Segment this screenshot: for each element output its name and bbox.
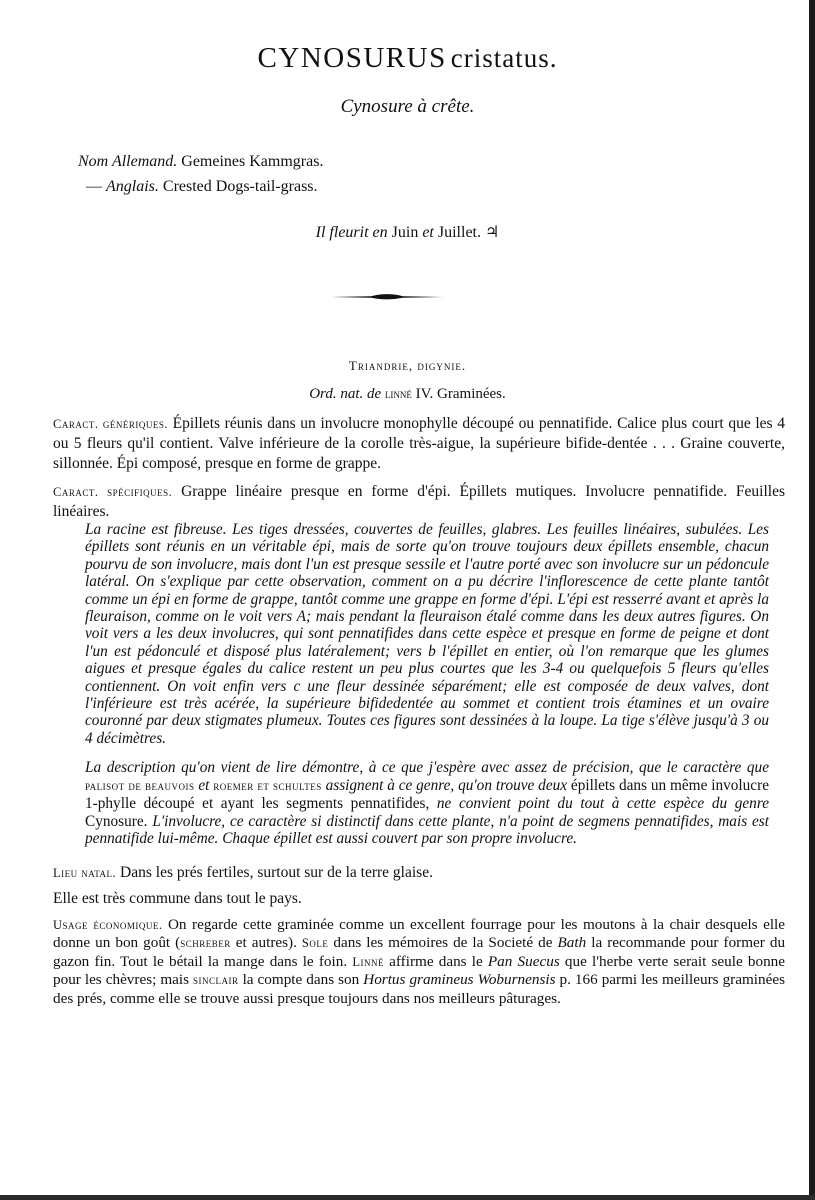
usage-t2: et autres). bbox=[235, 934, 297, 952]
linnaean-class: Triandrie, digynie. bbox=[348, 358, 467, 373]
usage-t6: que l'herbe verte serait seule bonne pour les chèvres; mais bbox=[53, 952, 786, 989]
vernacular-names bbox=[78, 149, 323, 199]
author-palisot: palisot de beauvois bbox=[85, 778, 195, 793]
perennial-symbol: ♃ bbox=[484, 224, 500, 241]
desc2-g: L'involucre, ce caractère si distinctif dans cette plante, n'a point de segmens pennatifides, mais est pennatifide lui-même. Chaque épillet est aussi couvert par son propre involucre. bbox=[85, 812, 769, 847]
generic-label: Caract. génériques. bbox=[53, 417, 168, 431]
ord-prefix: Ord. nat. de bbox=[309, 386, 382, 402]
usage-pan-suecus: Pan Suecus bbox=[487, 952, 560, 970]
german-label: Nom Allemand. bbox=[78, 153, 178, 170]
habitat-text: Dans les prés fertiles, surtout sur de la terre glaise. bbox=[120, 864, 433, 881]
english-name-row bbox=[78, 174, 323, 199]
desc2-b: et bbox=[198, 776, 210, 794]
author-roemer: roemer et schultes bbox=[213, 778, 322, 793]
english-dash: — bbox=[86, 178, 102, 195]
description-paragraph-2 bbox=[85, 759, 769, 848]
title-epithet: cristatus. bbox=[450, 43, 558, 73]
usage-hortus: Hortus gramineus Woburnensis bbox=[363, 971, 556, 989]
specific-label: Caract. spécifiques. bbox=[53, 485, 173, 499]
title-genus: CYNOSURUS bbox=[257, 42, 447, 74]
german-name-row bbox=[78, 149, 323, 174]
usage-t1: On regarde cette graminée comme un excellent fourrage pour les moutons à la chair desquels elle donne un bon goût ( bbox=[53, 916, 785, 952]
desc2-e: ne convient point du tout à cette espèce du genre bbox=[436, 795, 769, 812]
usage-linne: Linné bbox=[352, 954, 384, 969]
ornamental-rule bbox=[331, 290, 443, 304]
usage-label: Usage économique. bbox=[53, 918, 163, 932]
habitat bbox=[53, 863, 785, 883]
generic-characters bbox=[53, 414, 785, 474]
scan-edge-bottom bbox=[0, 1195, 815, 1200]
economic-use bbox=[53, 916, 785, 1007]
english-value: Crested Dogs-tail-grass. bbox=[162, 178, 318, 195]
flowering-part5: Juillet. bbox=[437, 224, 481, 241]
specific-characters bbox=[53, 482, 785, 522]
commonness: Elle est très commune dans tout le pays. bbox=[53, 890, 302, 907]
german-value: Gemeines Kammgras. bbox=[181, 153, 324, 170]
flowering-part3: Juin bbox=[391, 224, 419, 241]
usage-sole: Sole bbox=[301, 936, 329, 951]
usage-t4: la recommande pour former du gazon fin. Tout le bétail la mange dans le foin. bbox=[53, 934, 786, 970]
natural-order bbox=[0, 386, 815, 403]
desc2-a: La description qu'on vient de lire démontre, à ce que j'espère avec assez de précision, que le caractère que bbox=[85, 759, 769, 776]
desc2-f: Cynosure. bbox=[85, 812, 148, 830]
desc2-d: épillets dans un même involucre 1-phylle découpé et ayant les segments pennatifides, bbox=[85, 776, 769, 812]
page-title bbox=[0, 42, 815, 75]
specific-text: Grappe linéaire presque en forme d'épi. Épillets mutiques. Involucre pennatifide. Feuilles linéaires. bbox=[53, 483, 786, 520]
usage-t3: dans les mémoires de la Societé de bbox=[333, 934, 553, 952]
desc2-c: assignent à ce genre, qu'on trouve deux bbox=[325, 776, 568, 794]
ord-author: linné bbox=[384, 386, 412, 401]
description-paragraph-1: La racine est fibreuse. Les tiges dressées, couvertes de feuilles, glabres. Les feuilles linéaires, subulées. Les épillets sont réunis en un véritable épi, mais de sorte qu'on trouve toujours deux épillets ensemble, chacun pourvu de son involucre, mais dont l'un est presque sessile et l'autre porté avec son involucre sur un pédoncule latéral. On s'explique par cette observation, comment on a pu décrire l'inflorescence de cette plante tantôt comme un épi en forme de grappe, tantôt comme une grappe en forme d'épi. L'épi est resserré avant et après la fleuraison, comme on le voit vers A; mais pendant la fleuraison étalé comme dans les deux autres figures. On voit vers a les deux involucres, qui sont pennatifides dans cette espèce et presque en forme de peigne et dont l'un est pédonculé et disposé plus latéralement; vers b l'épillet en entier, où l'on remarque que les glumes aigues et presque égales du calice restent un peu plus courtes que les 3-4 ou quelquefois 5 fleurs qu'elles contiennent. On voit enfin vers c une fleur dessinée séparément; elle est composée de deux valves, dont l'inférieure est très acérée, la supérieure bifidedentée au sommet et contient trois étamines et un ovaire couronné par deux stigmates plumeux. Toutes ces figures sont dessinées à la loupe. La tige s'élève jusqu'à 3 ou 4 décimètres. bbox=[85, 521, 769, 747]
flowering-part1: Il fleurit bbox=[315, 224, 369, 241]
usage-sinclair: sinclair bbox=[193, 973, 239, 988]
generic-text: Épillets réunis dans un involucre monophylle découpé ou pennatifide. Calice plus court que les 4 ou 5 fleurs qu'il contient. Valve inférieure de la corolle très-aigue, la supérieure bifide-dentée . . . Graine couverte, sillonnée. Épi composé, presque en forme de grappe. bbox=[53, 415, 786, 472]
flowering-part2: en bbox=[372, 224, 388, 241]
usage-t7: la compte dans son bbox=[242, 971, 360, 989]
french-name: Cynosure à crête. bbox=[340, 96, 475, 117]
flowering-part4: et bbox=[422, 224, 434, 241]
usage-t5: affirme dans le bbox=[389, 952, 483, 970]
scan-edge-right bbox=[809, 0, 815, 1200]
usage-bath: Bath bbox=[557, 934, 587, 952]
english-label: Anglais. bbox=[106, 178, 159, 195]
flowering-period bbox=[0, 222, 815, 242]
ord-suffix: IV. Graminées. bbox=[415, 386, 506, 402]
usage-t8: p. 166 parmi les meilleurs graminées des prés, comme elle se trouve aussi presque toujours dans nos meilleurs pâturages. bbox=[53, 971, 785, 1007]
habitat-label: Lieu natal. bbox=[53, 866, 117, 880]
usage-schreber: schreber bbox=[180, 936, 231, 951]
